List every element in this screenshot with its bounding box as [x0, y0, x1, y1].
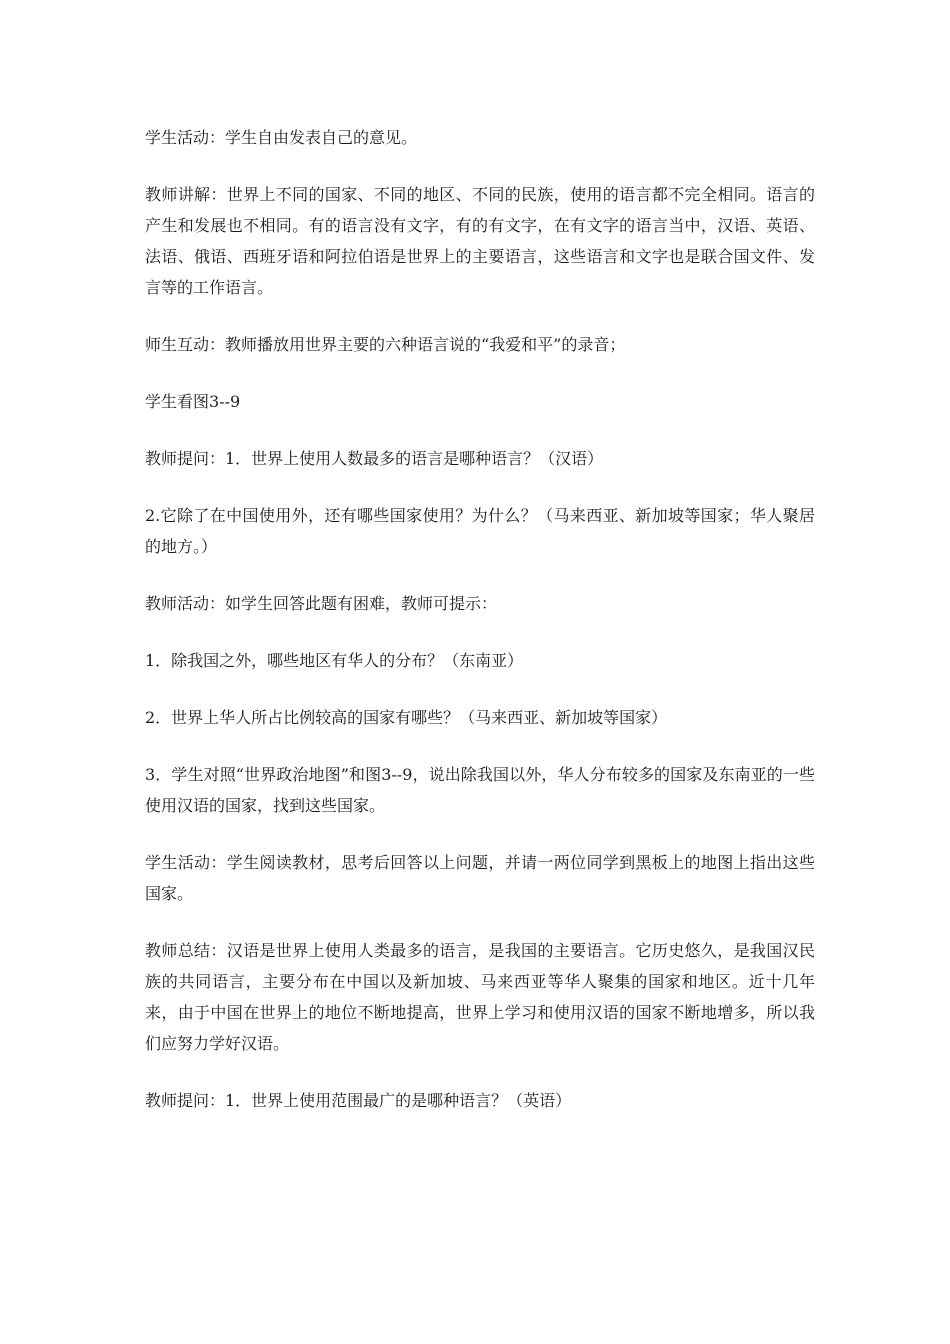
- paragraph-hint-2: 2．世界上华人所占比例较高的国家有哪些？（马来西亚、新加坡等国家）: [145, 708, 668, 727]
- paragraph-student-activity-1: 学生活动：学生自由发表自己的意见。: [145, 128, 418, 147]
- paragraph-teacher-explanation: 教师讲解：世界上不同的国家、不同的地区、不同的民族，使用的语言都不完全相同。语言的产生和发展也不相同。有的语言没有文字，有的有文字，在有文字的语言当中，汉语、英语、法语、俄语、西班牙语和阿拉伯语是世界上的主要语言，这些语言和文字也是联合国文件、发言等的工作语言。: [145, 185, 815, 297]
- paragraph-teacher-student-interaction: 师生互动：教师播放用世界主要的六种语言说的“我爱和平”的录音；: [145, 335, 626, 354]
- paragraph-hint-3: 3．学生对照“世界政治地图”和图3--9，说出除我国以外，华人分布较多的国家及东南亚的一些使用汉语的国家，找到这些国家。: [145, 765, 815, 815]
- paragraph-student-activity-2: 学生活动：学生阅读教材，思考后回答以上问题，并请一两位同学到黑板上的地图上指出这些国家。: [145, 853, 815, 903]
- paragraph-teacher-summary: 教师总结：汉语是世界上使用人类最多的语言，是我国的主要语言。它历史悠久，是我国汉民族的共同语言，主要分布在中国以及新加坡、马来西亚等华人聚集的国家和地区。近十几年来，由于中国在世界上的地位不断地提高，世界上学习和使用汉语的国家不断地增多，所以我们应努力学好汉语。: [145, 941, 815, 1053]
- paragraph-student-view-figure: 学生看图3--9: [145, 392, 241, 411]
- paragraph-teacher-question-2: 教师提问：1．世界上使用范围最广的是哪种语言？（英语）: [145, 1091, 572, 1110]
- paragraph-teacher-activity: 教师活动：如学生回答此题有困难，教师可提示：: [145, 594, 498, 613]
- paragraph-hint-1: 1．除我国之外，哪些地区有华人的分布？（东南亚）: [145, 651, 524, 670]
- paragraph-teacher-question-1: 教师提问：1．世界上使用人数最多的语言是哪种语言？（汉语）: [145, 449, 604, 468]
- document-body: [145, 122, 815, 1142]
- paragraph-question-2: 2.它除了在中国使用外，还有哪些国家使用？为什么？（马来西亚、新加坡等国家；华人聚居的地方。）: [145, 506, 815, 556]
